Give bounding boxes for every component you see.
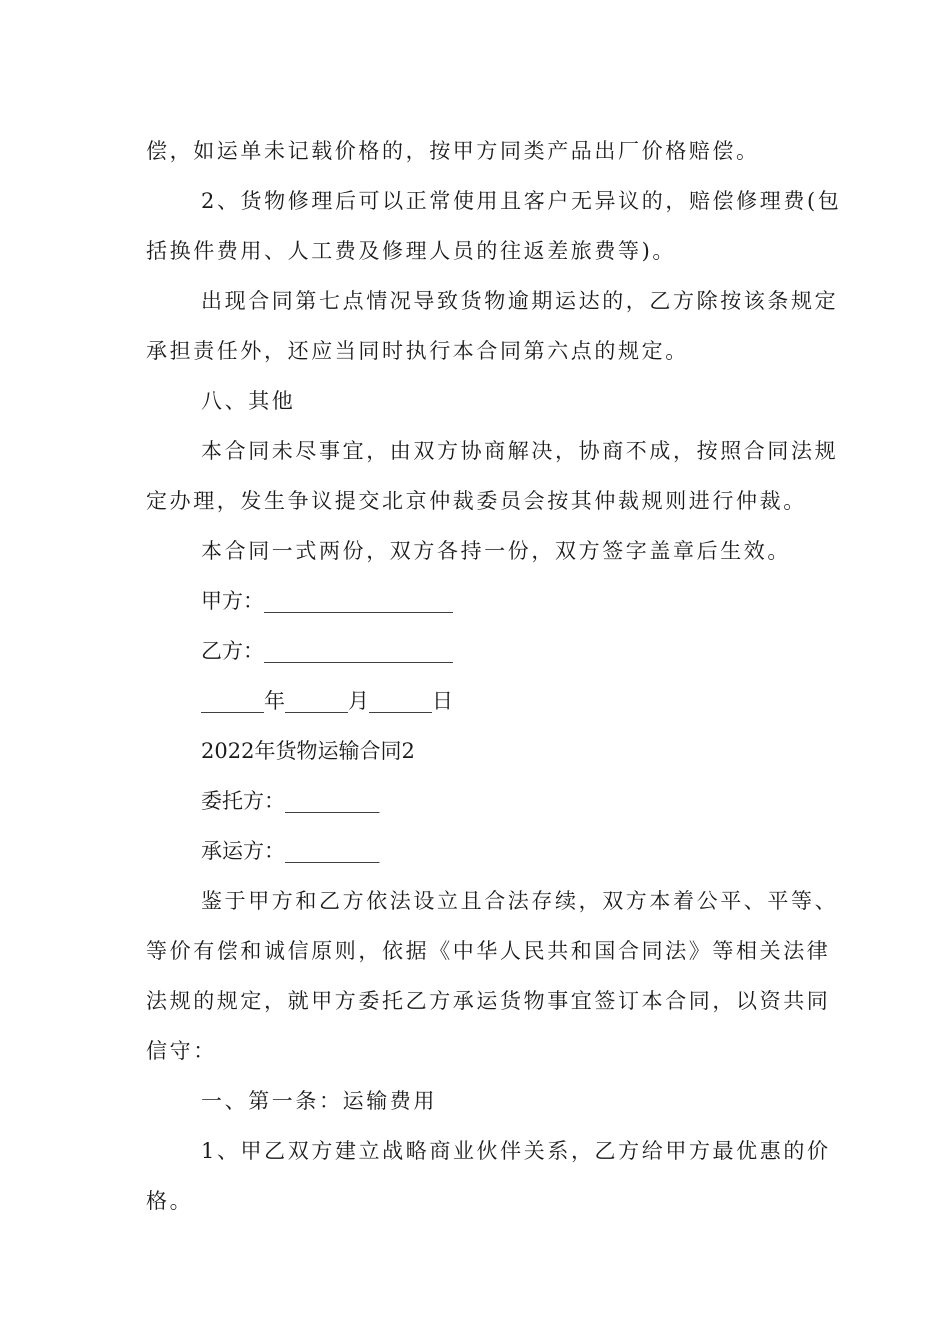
paragraph-line: 承担责任外，还应当同时执行本合同第六点的规定。 [146, 339, 689, 363]
paragraph-line: 鉴于甲方和乙方依法设立且合法存续，双方本着公平、平等、 [201, 889, 839, 913]
paragraph-line: 1、甲乙双方建立战略商业伙伴关系，乙方给甲方最优惠的价 [201, 1139, 831, 1163]
paragraph-line: 本合同一式两份，双方各持一份，双方签字盖章后生效。 [201, 539, 791, 563]
carrier-line: 承运方：_________ [201, 839, 380, 863]
paragraph-line: 格。 [146, 1189, 194, 1213]
paragraph-line: 等价有偿和诚信原则，依据《中华人民共和国合同法》等相关法律 [146, 939, 831, 963]
party-b-signature-line: 乙方：__________________ [201, 639, 453, 663]
consignor-line: 委托方：_________ [201, 789, 380, 813]
paragraph-line: 偿，如运单未记载价格的，按甲方同类产品出厂价格赔偿。 [146, 139, 760, 163]
paragraph-line: 出现合同第七点情况导致货物逾期运达的，乙方除按该条规定 [201, 289, 839, 313]
paragraph-line: 信守： [146, 1039, 217, 1063]
paragraph-line: 定办理，发生争议提交北京仲裁委员会按其仲裁规则进行仲裁。 [146, 489, 807, 513]
paragraph-line: 法规的规定，就甲方委托乙方承运货物事宜签订本合同，以资共同 [146, 989, 831, 1013]
paragraph-line: 括换件费用、人工费及修理人员的往返差旅费等)。 [146, 239, 676, 263]
party-a-signature-line: 甲方：__________________ [201, 589, 453, 613]
date-line: ______年______月______日 [201, 689, 453, 713]
section-heading: 一、第一条：运输费用 [201, 1089, 437, 1113]
paragraph-line: 2、货物修理后可以正常使用且客户无异议的，赔偿修理费(包 [201, 189, 842, 213]
section-heading: 八、其他 [201, 389, 296, 413]
paragraph-line: 本合同未尽事宜，由双方协商解决，协商不成，按照合同法规 [201, 439, 839, 463]
contract-title: 2022年货物运输合同2 [201, 739, 415, 763]
